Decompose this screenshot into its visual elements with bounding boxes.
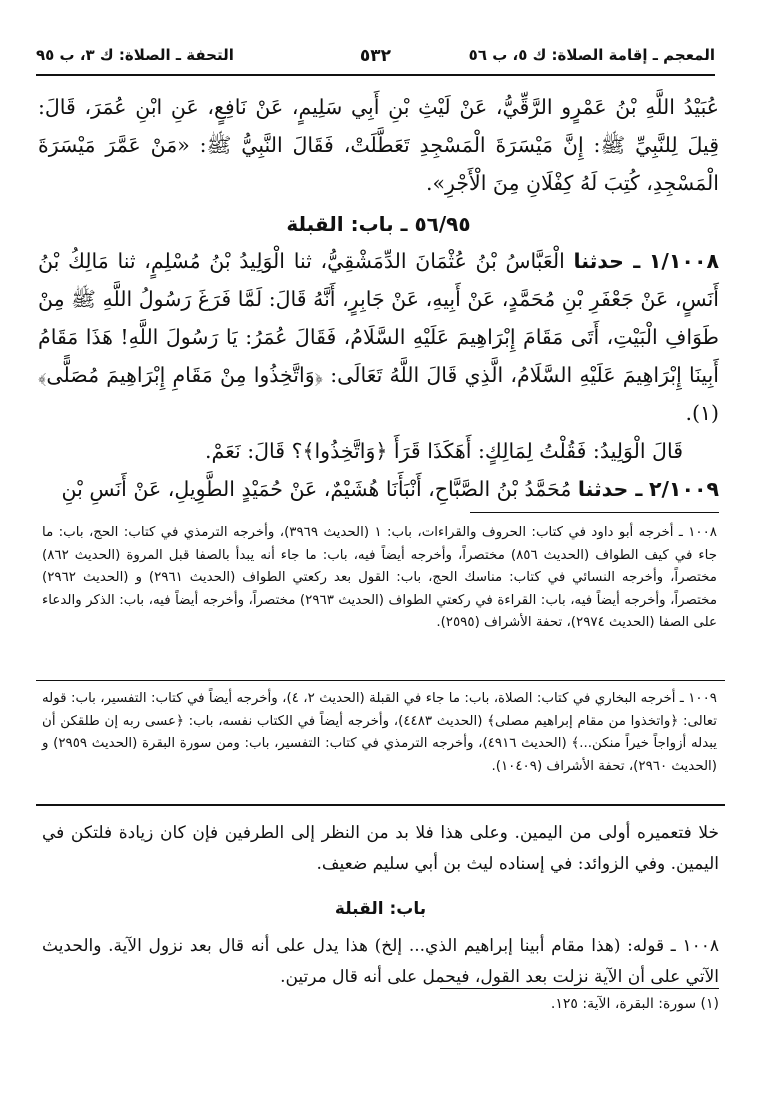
page-number: ٥٣٢	[359, 46, 392, 66]
commentary-paragraph-2: ١٠٠٨ ـ قوله: (هذا مقام أبينا إبراهيم الذي... إلخ) هذا يدل على أنه قال بعد نزول الآية. والحديث الآتي على أن الآية نزلت بعد القول، فيحمل على أنه قال مرتين.	[42, 936, 719, 987]
hadith-1009-number: ٢/١٠٠٩	[648, 477, 719, 501]
header-right: المعجم ـ إقامة الصلاة: ك ٥، ب ٥٦	[468, 46, 715, 64]
commentary-paragraph-1: خلا فتعميره أولى من اليمين. وعلى هذا فلا بد من النظر إلى الطرفين فإن كان زيادة فلتكن في اليمين. وفي الزوائد: في إسناده ليث بن أبي سليم ضعيف.	[42, 823, 719, 874]
commentary-heading: باب: القبلة	[334, 899, 427, 919]
walid-paragraph: قَالَ الْوَلِيدُ: فَقُلْتُ لِمَالِكٍ: أَهَكَذَا قَرَأَ ﴿وَاتَّخِذُوا﴾؟ قَالَ: نَعَمْ.	[204, 439, 683, 463]
commentary-divider	[36, 804, 725, 806]
main-text	[38, 88, 719, 508]
hadith-1009-text: مُحَمَّدُ بْنُ الصَّبَّاحِ، أَنْبَأَنَا هُشَيْمٌ، عَنْ حُمَيْدٍ الطَّوِيلِ، عَنْ أَنَسِ بْنِ	[61, 477, 572, 501]
hadith-1008-number: ١/١٠٠٨	[648, 249, 719, 273]
hadith-1009	[38, 470, 719, 508]
chapter-heading: ٥٦/٩٥ ـ باب: القبلة	[286, 212, 471, 236]
hadith-1008	[38, 242, 719, 432]
commentary	[42, 818, 719, 993]
footnote-separator	[36, 680, 725, 681]
footnote-divider	[470, 512, 719, 513]
footnote-1008-text: ١٠٠٨ ـ أخرجه أبو داود في كتاب: الحروف والقراءات، باب: ١ (الحديث ٣٩٦٩)، وأخرجه الترمذي في كتاب: الحج، باب: ما جاء في كيف الطواف (الحديث ٨٥٦) مختصراً، وأخرجه أيضاً فيه، باب: ما جاء أنه يبدأ بالصفا قبل المروة (الحديث ٨٦٢) مختصراً، وأخرجه النسائي في كتاب: مناسك الحج، باب: القول بعد ركعتي الطواف (الحديث ٢٩٦١) و (الحديث ٢٩٦٢) مختصراً، وأخرجه أيضاً فيه، باب: القراءة في ركعتي الطواف (الحديث ٢٩٦٣) مختصراً، وأخرجه أيضاً فيه، باب: الذكر والدعاء على الصفا (الحديث ٢٩٧٤)، تحفة الأشراف (٢٥٩٥).	[42, 525, 718, 630]
footnote-1009-text: ١٠٠٩ ـ أخرجه البخاري في كتاب: الصلاة، باب: ما جاء في القبلة (الحديث ٢، ٤)، وأخرجه أيضاً في كتاب: التفسير، باب: قوله تعالى: ﴿واتخذوا من مقام إبراهيم مصلى﴾ (الحديث ٤٤٨٣)، وأخرجه أيضاً في الكتاب نفسه، باب: ﴿عسى ربه إن طلقكن أن يبدله أزواجاً خيراً منكن...﴾ (الحديث ٤٩١٦)، وأخرجه الترمذي في كتاب: التفسير، باب: ومن سورة البقرة (الحديث ٢٩٥٩) و (الحديث ٢٩٦٠)، تحفة الأشراف (١٠٤٠٩).	[42, 691, 717, 774]
footnote-1008	[42, 522, 717, 635]
hadith-1008-text: الْعَبَّاسُ بْنُ عُثْمَانَ الدِّمَشْقِيُّ، ثنا الْوَلِيدُ بْنُ مُسْلِمٍ، ثنا مَالِكُ بْنُ أَنَسٍ، عَنْ جَعْفَرِ بْنِ مُحَمَّدٍ، عَنْ أَبِيهِ، عَنْ جَابِرٍ، أَنَّهُ قَالَ: لَمَّا فَرَغَ رَسُولُ اللَّهِ ﷺ مِنْ طَوَافِ الْبَيْتِ، أَتَى مَقَامَ إِبْرَاهِيمَ عَلَيْهِ السَّلَامُ، فَقَالَ عُمَرُ: يَا رَسُولَ اللَّهِ! هَذَا مَقَامُ أَبِينَا إِبْرَاهِيمَ عَلَيْهِ السَّلَامُ، الَّذِي قَالَ اللَّهُ تَعَالَى: ﴿وَاتَّخِذُوا مِنْ مَقَامِ إِبْرَاهِيمَ مُصَلًّى﴾ (١).	[38, 249, 719, 425]
bottom-footnote-divider	[440, 988, 719, 989]
hadith-1009-lead: ـ حدثنا	[577, 477, 643, 501]
running-header	[36, 40, 715, 76]
header-left: التحفة ـ الصلاة: ك ٣، ب ٩٥	[36, 46, 234, 64]
footnote-1009	[42, 688, 717, 778]
bottom-footnote: (١) سورة: البقرة، الآية: ١٢٥.	[550, 996, 719, 1012]
intro-paragraph: عُبَيْدُ اللَّهِ بْنُ عَمْرٍو الرَّقِّيُّ، عَنْ لَيْثِ بْنِ أَبِي سَلِيمٍ، عَنْ نَافِعٍ، عَنِ ابْنِ عُمَرَ، قَالَ: قِيلَ لِلنَّبِيِّ ﷺ: إِنَّ مَيْسَرَةَ الْمَسْجِدِ تَعَطَّلَتْ، فَقَالَ النَّبِيُّ ﷺ: «مَنْ عَمَّرَ مَيْسَرَةَ الْمَسْجِدِ، كُتِبَ لَهُ كِفْلَانِ مِنَ الْأَجْرِ».	[38, 95, 719, 195]
hadith-1008-lead: ـ حدثنا	[573, 249, 641, 273]
